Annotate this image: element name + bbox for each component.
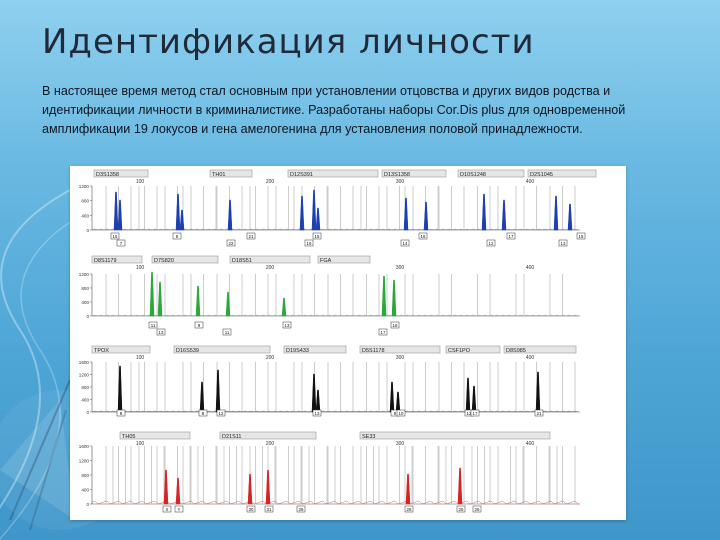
y-tick-label: 1200 bbox=[78, 458, 89, 464]
peak bbox=[466, 378, 470, 412]
y-tick-label: 800 bbox=[81, 385, 89, 390]
allele-label: 21 bbox=[536, 410, 542, 416]
locus-label: D5S1178 bbox=[362, 348, 385, 354]
peak bbox=[316, 390, 320, 412]
scale-label: 300 bbox=[395, 265, 405, 271]
peak bbox=[382, 276, 386, 316]
peak bbox=[472, 386, 476, 412]
allele-label: 26 bbox=[474, 506, 480, 512]
peak bbox=[282, 298, 286, 316]
peak bbox=[424, 202, 428, 230]
scale-label: 200 bbox=[265, 355, 275, 361]
allele-label: 21 bbox=[248, 233, 254, 239]
panel-3 bbox=[79, 346, 580, 416]
allele-label: 10 bbox=[398, 410, 404, 416]
slide-body-text: В настоящее время метод стал основным при установлении отцовства и других видов родства и идентификации личности в криминалистике. Разработаны наборы Cor.Dis plus для одновременной амплификации 19 локусов и гена амелогенина для установления половой принадлежности. bbox=[42, 84, 626, 136]
y-tick-label: 1200 bbox=[78, 372, 89, 378]
peak bbox=[176, 478, 180, 504]
allele-label: 8 bbox=[119, 410, 123, 416]
y-tick-label: 400 bbox=[81, 397, 89, 403]
locus-label: D19S433 bbox=[286, 348, 309, 354]
allele-label: 13 bbox=[314, 410, 320, 416]
peak bbox=[390, 382, 394, 412]
peak bbox=[502, 200, 506, 230]
scale-label: 200 bbox=[265, 441, 275, 447]
panel-2 bbox=[79, 256, 580, 335]
allele-label: 12 bbox=[466, 410, 472, 416]
allele-label: 16 bbox=[420, 233, 426, 239]
electropherogram-figure bbox=[70, 166, 626, 520]
locus-label: D16S539 bbox=[176, 348, 199, 354]
locus-label: D13S1358 bbox=[384, 172, 410, 178]
locus-label: TH05 bbox=[122, 434, 136, 440]
y-tick-label: 0 bbox=[86, 228, 89, 233]
peak bbox=[554, 196, 558, 230]
locus-label: D7S820 bbox=[154, 258, 174, 264]
peak bbox=[248, 474, 252, 504]
scale-label: 400 bbox=[525, 441, 535, 447]
peak bbox=[482, 194, 486, 230]
allele-label: 15 bbox=[314, 233, 320, 239]
allele-label: 17 bbox=[380, 329, 386, 335]
y-tick-label: 0 bbox=[86, 502, 89, 507]
allele-label: 19 bbox=[306, 240, 312, 246]
allele-label: 8 bbox=[201, 410, 205, 416]
scale-label: 300 bbox=[395, 179, 405, 185]
allele-label: 9 bbox=[197, 322, 201, 328]
scale-label: 100 bbox=[135, 179, 145, 185]
y-tick-label: 1600 bbox=[78, 360, 89, 365]
scale-label: 200 bbox=[265, 265, 275, 271]
allele-label: 13 bbox=[158, 329, 164, 335]
locus-bar bbox=[360, 432, 550, 439]
locus-label: D18S51 bbox=[232, 258, 252, 264]
locus-label: D8S1179 bbox=[94, 258, 117, 264]
locus-label: D10S1248 bbox=[460, 172, 486, 178]
allele-label: Y bbox=[177, 506, 181, 512]
peak bbox=[114, 192, 118, 230]
y-tick-label: 800 bbox=[81, 286, 89, 291]
allele-label: 9 bbox=[175, 233, 179, 239]
y-tick-label: 400 bbox=[81, 213, 89, 219]
y-tick-label: 400 bbox=[81, 487, 89, 493]
allele-label: 12 bbox=[488, 240, 494, 246]
locus-label: TH01 bbox=[212, 172, 226, 178]
allele-label: 25 bbox=[458, 506, 464, 512]
locus-label: D21S11 bbox=[222, 434, 242, 440]
locus-label: D2S1045 bbox=[530, 172, 553, 178]
slide-title: Идентификация личности bbox=[42, 22, 535, 62]
y-tick-label: 0 bbox=[86, 314, 89, 319]
allele-label: 18 bbox=[392, 322, 398, 328]
peak bbox=[300, 196, 304, 230]
allele-label: 17 bbox=[508, 233, 514, 239]
peak bbox=[150, 272, 154, 316]
peak bbox=[316, 208, 320, 230]
scale-label: 400 bbox=[525, 355, 535, 361]
peak bbox=[196, 286, 200, 316]
allele-label: 15 bbox=[112, 233, 118, 239]
allele-label: 29 bbox=[406, 506, 412, 512]
allele-label: 13 bbox=[284, 322, 290, 328]
locus-label: SE33 bbox=[362, 434, 376, 440]
y-tick-label: 1200 bbox=[78, 184, 89, 189]
allele-label: X bbox=[165, 506, 169, 512]
allele-label: 14 bbox=[402, 240, 408, 246]
locus-label: D3S1358 bbox=[96, 172, 119, 178]
locus-label: FGA bbox=[320, 258, 332, 264]
panel-4 bbox=[79, 432, 580, 512]
peak bbox=[392, 280, 396, 316]
y-tick-label: 1200 bbox=[78, 272, 89, 277]
peak bbox=[266, 470, 270, 504]
peak bbox=[312, 374, 316, 412]
peak bbox=[158, 282, 162, 316]
scale-label: 300 bbox=[395, 441, 405, 447]
peak bbox=[312, 190, 316, 230]
scale-label: 100 bbox=[135, 441, 145, 447]
panel-1 bbox=[79, 170, 596, 246]
scale-label: 400 bbox=[525, 179, 535, 185]
scale-label: 300 bbox=[395, 355, 405, 361]
y-tick-label: 800 bbox=[81, 198, 89, 204]
allele-label: 28 bbox=[298, 506, 304, 512]
allele-label: 12 bbox=[218, 410, 224, 416]
allele-label: 13 bbox=[560, 240, 566, 246]
peak bbox=[396, 392, 400, 412]
locus-label: CSF1PO bbox=[448, 348, 471, 354]
y-tick-label: 1600 bbox=[78, 444, 89, 449]
peak bbox=[458, 468, 462, 504]
allele-label: 22 bbox=[228, 240, 234, 246]
allele-label: 11 bbox=[150, 322, 156, 328]
allele-label: 31 bbox=[266, 506, 272, 512]
scale-label: 100 bbox=[135, 265, 145, 271]
y-tick-label: 0 bbox=[86, 410, 89, 415]
peak bbox=[406, 474, 410, 504]
peak bbox=[568, 204, 572, 230]
scale-label: 200 bbox=[265, 179, 275, 185]
allele-label: 11 bbox=[224, 329, 230, 335]
allele-label: 15 bbox=[578, 233, 584, 239]
electropherogram-svg bbox=[70, 166, 626, 520]
locus-label: TPOX bbox=[94, 348, 109, 354]
allele-label: 30 bbox=[248, 506, 254, 512]
scale-label: 100 bbox=[135, 355, 145, 361]
peak bbox=[228, 200, 232, 230]
scale-label: 400 bbox=[525, 265, 535, 271]
y-tick-label: 800 bbox=[81, 473, 89, 478]
locus-label: D12S391 bbox=[290, 172, 313, 178]
allele-label: 17 bbox=[472, 410, 478, 416]
allele-label: 9 bbox=[393, 410, 397, 416]
peak bbox=[176, 194, 180, 230]
locus-label: D8S985 bbox=[506, 348, 526, 354]
y-tick-label: 400 bbox=[81, 300, 89, 305]
allele-label: 7 bbox=[119, 240, 123, 246]
